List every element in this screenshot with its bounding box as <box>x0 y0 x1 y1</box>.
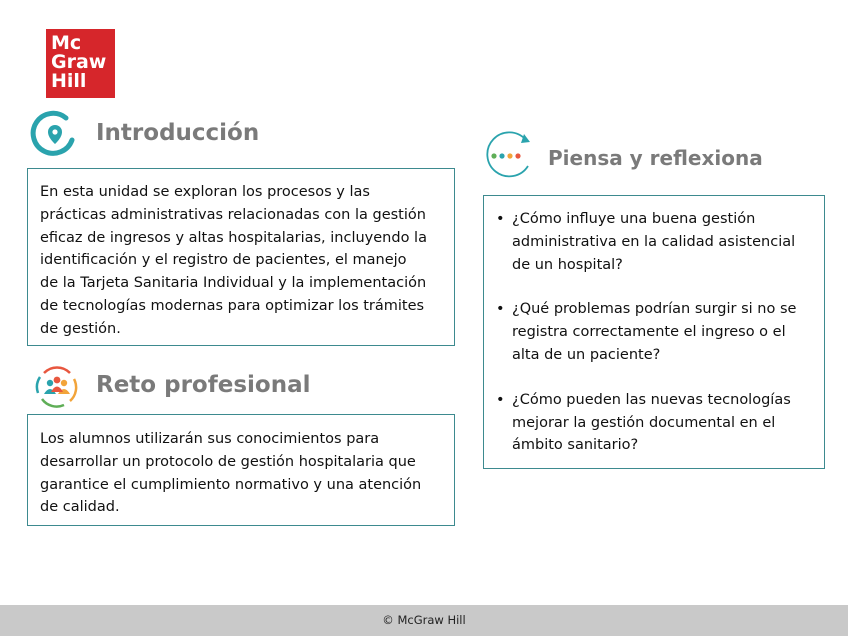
mcgraw-hill-logo <box>46 29 115 98</box>
section-title-introduccion: Introducción <box>96 120 260 146</box>
text-line: ¿Cómo influye una buena gestión <box>512 211 756 227</box>
question-list <box>496 208 814 457</box>
location-pin-icon <box>28 110 78 160</box>
text-line: mejorar la gestión documental en el <box>512 414 776 431</box>
text-line: de calidad. <box>40 499 120 516</box>
footer-copyright: © McGraw Hill <box>0 605 848 636</box>
team-people-icon <box>32 361 82 411</box>
logo-line: Mc <box>51 32 82 54</box>
bullet-icon: • <box>496 391 505 408</box>
text-line: de un hospital? <box>512 256 623 273</box>
text-line: de la Tarjeta Sanitaria Individual y la implementación <box>40 275 427 292</box>
text-line: alta de un paciente? <box>512 346 661 363</box>
text-line: desarrollar un protocolo de gestión hospitalaria que <box>40 453 416 470</box>
bullet-icon: • <box>496 301 505 318</box>
question-item <box>496 389 814 457</box>
text-line: Los alumnos utilizarán sus conocimientos para <box>40 431 380 447</box>
text-line: En esta unidad se exploran los procesos y las <box>40 184 370 200</box>
text-line: ¿Cómo pueden las nuevas tecnologías <box>512 391 791 408</box>
text-line: de gestión. <box>40 320 121 337</box>
logo-line: Graw <box>51 51 107 73</box>
text-line: registra correctamente el ingreso o el <box>512 324 786 341</box>
text-line: identificación y el registro de pacientes, el manejo <box>40 252 407 269</box>
thinking-dots-icon <box>480 130 536 180</box>
bullet-icon: • <box>496 211 505 227</box>
text-line: administrativa en la calidad asistencial <box>512 233 796 250</box>
reto-profesional-box <box>27 414 455 526</box>
text-line: de tecnologías modernas para optimizar los trámites <box>40 297 425 314</box>
text-line: ¿Qué problemas podrían surgir si no se <box>512 301 797 318</box>
text-line: ámbito sanitario? <box>512 437 639 454</box>
text-line: garantice el cumplimiento normativo y una atención <box>40 476 422 493</box>
introduccion-box <box>27 168 455 346</box>
question-item <box>496 208 814 276</box>
section-title-reto-profesional: Reto profesional <box>96 372 311 398</box>
logo-line: Hill <box>51 70 87 92</box>
question-item <box>496 298 814 366</box>
text-line: prácticas administrativas relacionadas con la gestión <box>40 206 426 223</box>
section-title-piensa-reflexiona: Piensa y reflexiona <box>548 146 763 170</box>
piensa-reflexiona-box <box>483 195 825 469</box>
text-line: eficaz de ingresos y altas hospitalarias, incluyendo la <box>40 229 427 246</box>
